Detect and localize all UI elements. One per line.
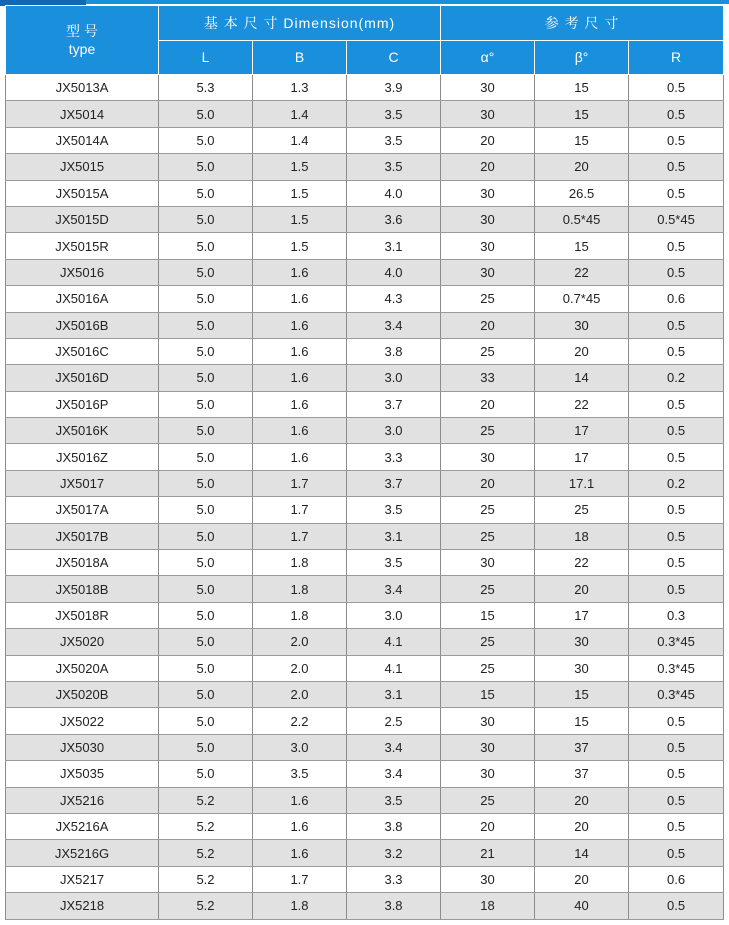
beta-cell: 18 [535, 523, 629, 549]
beta-cell: 40 [535, 893, 629, 919]
type-cell: JX5020A [6, 655, 159, 681]
l-cell: 5.2 [159, 787, 253, 813]
column-header-r: R [629, 40, 724, 75]
c-cell: 3.6 [347, 206, 441, 232]
b-cell: 1.7 [253, 523, 347, 549]
alpha-cell: 25 [441, 286, 535, 312]
alpha-cell: 20 [441, 813, 535, 839]
type-cell: JX5016Z [6, 444, 159, 470]
c-cell: 3.2 [347, 840, 441, 866]
beta-cell: 30 [535, 655, 629, 681]
table-row [6, 655, 724, 681]
table-row [6, 813, 724, 839]
l-cell: 5.0 [159, 180, 253, 206]
l-cell: 5.0 [159, 470, 253, 496]
b-cell: 1.7 [253, 470, 347, 496]
alpha-cell: 30 [441, 233, 535, 259]
table-row [6, 893, 724, 919]
alpha-cell: 25 [441, 338, 535, 364]
b-cell: 1.6 [253, 813, 347, 839]
beta-cell: 0.7*45 [535, 286, 629, 312]
c-cell: 3.4 [347, 576, 441, 602]
b-cell: 1.8 [253, 893, 347, 919]
beta-cell: 30 [535, 312, 629, 338]
table-row [6, 365, 724, 391]
l-cell: 5.0 [159, 576, 253, 602]
l-cell: 5.0 [159, 391, 253, 417]
b-cell: 1.6 [253, 259, 347, 285]
table-row [6, 127, 724, 153]
table-header [6, 6, 724, 75]
beta-cell: 37 [535, 761, 629, 787]
r-cell: 0.5 [629, 576, 724, 602]
table-row [6, 576, 724, 602]
b-cell: 1.6 [253, 418, 347, 444]
b-cell: 1.5 [253, 206, 347, 232]
r-cell: 0.3*45 [629, 629, 724, 655]
b-cell: 1.8 [253, 602, 347, 628]
r-cell: 0.5 [629, 840, 724, 866]
beta-cell: 22 [535, 391, 629, 417]
dimension-table [5, 5, 724, 920]
table-row [6, 391, 724, 417]
type-cell: JX5014A [6, 127, 159, 153]
alpha-cell: 30 [441, 708, 535, 734]
beta-cell: 17.1 [535, 470, 629, 496]
c-cell: 3.0 [347, 418, 441, 444]
type-cell: JX5018B [6, 576, 159, 602]
table-row [6, 681, 724, 707]
type-cell: JX5020B [6, 681, 159, 707]
type-cell: JX5022 [6, 708, 159, 734]
beta-cell: 15 [535, 75, 629, 101]
c-cell: 3.1 [347, 681, 441, 707]
l-cell: 5.0 [159, 259, 253, 285]
type-column-header [6, 6, 159, 75]
table-row [6, 75, 724, 101]
c-cell: 3.0 [347, 365, 441, 391]
r-cell: 0.5 [629, 761, 724, 787]
type-label-en: type [68, 41, 96, 57]
alpha-cell: 30 [441, 866, 535, 892]
r-cell: 0.5 [629, 127, 724, 153]
beta-cell: 22 [535, 550, 629, 576]
b-cell: 1.3 [253, 75, 347, 101]
r-cell: 0.2 [629, 365, 724, 391]
b-cell: 1.7 [253, 497, 347, 523]
type-cell: JX5016A [6, 286, 159, 312]
reference-group-header: 参 考 尺 寸 [441, 6, 724, 41]
c-cell: 3.8 [347, 338, 441, 364]
r-cell: 0.3*45 [629, 655, 724, 681]
r-cell: 0.5 [629, 523, 724, 549]
l-cell: 5.0 [159, 497, 253, 523]
alpha-cell: 15 [441, 681, 535, 707]
l-cell: 5.0 [159, 286, 253, 312]
alpha-cell: 20 [441, 127, 535, 153]
l-cell: 5.0 [159, 444, 253, 470]
alpha-cell: 30 [441, 550, 535, 576]
top-accent-line [0, 0, 729, 4]
beta-cell: 26.5 [535, 180, 629, 206]
l-cell: 5.0 [159, 629, 253, 655]
r-cell: 0.5 [629, 444, 724, 470]
alpha-cell: 30 [441, 259, 535, 285]
type-cell: JX5018R [6, 602, 159, 628]
r-cell: 0.5 [629, 154, 724, 180]
l-cell: 5.0 [159, 127, 253, 153]
r-cell: 0.2 [629, 470, 724, 496]
table-row [6, 444, 724, 470]
r-cell: 0.6 [629, 286, 724, 312]
type-cell: JX5017 [6, 470, 159, 496]
alpha-cell: 33 [441, 365, 535, 391]
r-cell: 0.5 [629, 101, 724, 127]
alpha-cell: 25 [441, 497, 535, 523]
c-cell: 4.1 [347, 655, 441, 681]
alpha-cell: 20 [441, 391, 535, 417]
type-cell: JX5016C [6, 338, 159, 364]
table-row [6, 550, 724, 576]
r-cell: 0.5 [629, 312, 724, 338]
b-cell: 1.6 [253, 338, 347, 364]
alpha-cell: 30 [441, 761, 535, 787]
r-cell: 0.5*45 [629, 206, 724, 232]
c-cell: 3.5 [347, 127, 441, 153]
beta-cell: 17 [535, 602, 629, 628]
l-cell: 5.0 [159, 523, 253, 549]
l-cell: 5.0 [159, 312, 253, 338]
table-row [6, 338, 724, 364]
type-cell: JX5216A [6, 813, 159, 839]
r-cell: 0.5 [629, 893, 724, 919]
table-row [6, 312, 724, 338]
b-cell: 2.2 [253, 708, 347, 734]
type-cell: JX5015D [6, 206, 159, 232]
alpha-cell: 25 [441, 629, 535, 655]
beta-cell: 20 [535, 338, 629, 364]
alpha-cell: 30 [441, 206, 535, 232]
c-cell: 3.5 [347, 787, 441, 813]
type-cell: JX5015A [6, 180, 159, 206]
type-cell: JX5016D [6, 365, 159, 391]
type-cell: JX5013A [6, 75, 159, 101]
beta-cell: 15 [535, 101, 629, 127]
beta-cell: 14 [535, 840, 629, 866]
r-cell: 0.5 [629, 787, 724, 813]
l-cell: 5.0 [159, 655, 253, 681]
c-cell: 3.7 [347, 391, 441, 417]
c-cell: 3.9 [347, 75, 441, 101]
c-cell: 3.5 [347, 497, 441, 523]
beta-cell: 15 [535, 681, 629, 707]
alpha-cell: 30 [441, 734, 535, 760]
c-cell: 4.0 [347, 259, 441, 285]
c-cell: 3.5 [347, 101, 441, 127]
type-cell: JX5017B [6, 523, 159, 549]
c-cell: 3.8 [347, 813, 441, 839]
b-cell: 1.6 [253, 444, 347, 470]
table-row [6, 233, 724, 259]
b-cell: 3.5 [253, 761, 347, 787]
table-row [6, 259, 724, 285]
b-cell: 1.4 [253, 101, 347, 127]
c-cell: 3.4 [347, 312, 441, 338]
type-cell: JX5217 [6, 866, 159, 892]
table-row [6, 866, 724, 892]
c-cell: 3.8 [347, 893, 441, 919]
c-cell: 3.1 [347, 233, 441, 259]
l-cell: 5.2 [159, 866, 253, 892]
type-cell: JX5016B [6, 312, 159, 338]
b-cell: 1.5 [253, 233, 347, 259]
beta-cell: 30 [535, 629, 629, 655]
c-cell: 3.3 [347, 444, 441, 470]
column-header-beta: β° [535, 40, 629, 75]
r-cell: 0.6 [629, 866, 724, 892]
beta-cell: 15 [535, 127, 629, 153]
r-cell: 0.3 [629, 602, 724, 628]
c-cell: 3.5 [347, 154, 441, 180]
type-cell: JX5216G [6, 840, 159, 866]
alpha-cell: 25 [441, 576, 535, 602]
type-cell: JX5018A [6, 550, 159, 576]
l-cell: 5.3 [159, 75, 253, 101]
b-cell: 1.6 [253, 312, 347, 338]
l-cell: 5.0 [159, 708, 253, 734]
column-header-c: C [347, 40, 441, 75]
table-row [6, 101, 724, 127]
b-cell: 3.0 [253, 734, 347, 760]
alpha-cell: 15 [441, 602, 535, 628]
type-cell: JX5017A [6, 497, 159, 523]
beta-cell: 14 [535, 365, 629, 391]
b-cell: 1.6 [253, 365, 347, 391]
alpha-cell: 25 [441, 787, 535, 813]
c-cell: 3.3 [347, 866, 441, 892]
r-cell: 0.5 [629, 418, 724, 444]
alpha-cell: 20 [441, 312, 535, 338]
l-cell: 5.2 [159, 840, 253, 866]
l-cell: 5.0 [159, 206, 253, 232]
beta-cell: 0.5*45 [535, 206, 629, 232]
alpha-cell: 25 [441, 655, 535, 681]
column-header-alpha: α° [441, 40, 535, 75]
alpha-cell: 20 [441, 154, 535, 180]
c-cell: 2.5 [347, 708, 441, 734]
l-cell: 5.0 [159, 338, 253, 364]
l-cell: 5.0 [159, 233, 253, 259]
alpha-cell: 20 [441, 470, 535, 496]
c-cell: 4.1 [347, 629, 441, 655]
l-cell: 5.0 [159, 365, 253, 391]
alpha-cell: 21 [441, 840, 535, 866]
dimension-group-header: 基 本 尺 寸 Dimension(mm) [159, 6, 441, 41]
beta-cell: 15 [535, 233, 629, 259]
alpha-cell: 18 [441, 893, 535, 919]
c-cell: 3.4 [347, 761, 441, 787]
l-cell: 5.0 [159, 761, 253, 787]
table-row [6, 761, 724, 787]
b-cell: 1.5 [253, 154, 347, 180]
type-cell: JX5015R [6, 233, 159, 259]
l-cell: 5.0 [159, 154, 253, 180]
table-row [6, 708, 724, 734]
alpha-cell: 25 [441, 418, 535, 444]
table-row [6, 787, 724, 813]
beta-cell: 20 [535, 576, 629, 602]
alpha-cell: 30 [441, 180, 535, 206]
table-row [6, 602, 724, 628]
r-cell: 0.5 [629, 813, 724, 839]
l-cell: 5.0 [159, 101, 253, 127]
r-cell: 0.5 [629, 734, 724, 760]
beta-cell: 25 [535, 497, 629, 523]
type-cell: JX5016K [6, 418, 159, 444]
type-cell: JX5014 [6, 101, 159, 127]
l-cell: 5.2 [159, 813, 253, 839]
type-label-cn: 型 号 [66, 23, 98, 39]
c-cell: 3.1 [347, 523, 441, 549]
type-cell: JX5030 [6, 734, 159, 760]
table-row [6, 286, 724, 312]
type-cell: JX5016 [6, 259, 159, 285]
column-header-b: B [253, 40, 347, 75]
table-row [6, 206, 724, 232]
r-cell: 0.5 [629, 180, 724, 206]
r-cell: 0.5 [629, 233, 724, 259]
c-cell: 4.0 [347, 180, 441, 206]
type-cell: JX5020 [6, 629, 159, 655]
alpha-cell: 30 [441, 101, 535, 127]
r-cell: 0.3*45 [629, 681, 724, 707]
l-cell: 5.0 [159, 681, 253, 707]
table-row [6, 154, 724, 180]
r-cell: 0.5 [629, 338, 724, 364]
b-cell: 1.6 [253, 787, 347, 813]
b-cell: 2.0 [253, 629, 347, 655]
beta-cell: 20 [535, 813, 629, 839]
beta-cell: 20 [535, 787, 629, 813]
r-cell: 0.5 [629, 497, 724, 523]
table-row [6, 497, 724, 523]
table-row [6, 523, 724, 549]
c-cell: 3.4 [347, 734, 441, 760]
r-cell: 0.5 [629, 708, 724, 734]
r-cell: 0.5 [629, 75, 724, 101]
table-row [6, 470, 724, 496]
c-cell: 4.3 [347, 286, 441, 312]
l-cell: 5.2 [159, 893, 253, 919]
beta-cell: 22 [535, 259, 629, 285]
table-row [6, 629, 724, 655]
type-cell: JX5035 [6, 761, 159, 787]
b-cell: 1.6 [253, 840, 347, 866]
table-row [6, 180, 724, 206]
r-cell: 0.5 [629, 259, 724, 285]
c-cell: 3.5 [347, 550, 441, 576]
beta-cell: 15 [535, 708, 629, 734]
beta-cell: 17 [535, 444, 629, 470]
c-cell: 3.0 [347, 602, 441, 628]
beta-cell: 20 [535, 866, 629, 892]
l-cell: 5.0 [159, 734, 253, 760]
b-cell: 1.8 [253, 576, 347, 602]
type-cell: JX5216 [6, 787, 159, 813]
alpha-cell: 25 [441, 523, 535, 549]
beta-cell: 37 [535, 734, 629, 760]
c-cell: 3.7 [347, 470, 441, 496]
table-body [6, 75, 724, 920]
l-cell: 5.0 [159, 602, 253, 628]
table-row [6, 840, 724, 866]
alpha-cell: 30 [441, 444, 535, 470]
beta-cell: 17 [535, 418, 629, 444]
alpha-cell: 30 [441, 75, 535, 101]
b-cell: 1.6 [253, 391, 347, 417]
b-cell: 2.0 [253, 655, 347, 681]
r-cell: 0.5 [629, 391, 724, 417]
table-row [6, 734, 724, 760]
b-cell: 1.6 [253, 286, 347, 312]
b-cell: 1.4 [253, 127, 347, 153]
r-cell: 0.5 [629, 550, 724, 576]
type-cell: JX5015 [6, 154, 159, 180]
l-cell: 5.0 [159, 418, 253, 444]
b-cell: 1.8 [253, 550, 347, 576]
b-cell: 1.7 [253, 866, 347, 892]
beta-cell: 20 [535, 154, 629, 180]
type-cell: JX5016P [6, 391, 159, 417]
column-header-l: L [159, 40, 253, 75]
b-cell: 2.0 [253, 681, 347, 707]
table-row [6, 418, 724, 444]
l-cell: 5.0 [159, 550, 253, 576]
b-cell: 1.5 [253, 180, 347, 206]
type-cell: JX5218 [6, 893, 159, 919]
